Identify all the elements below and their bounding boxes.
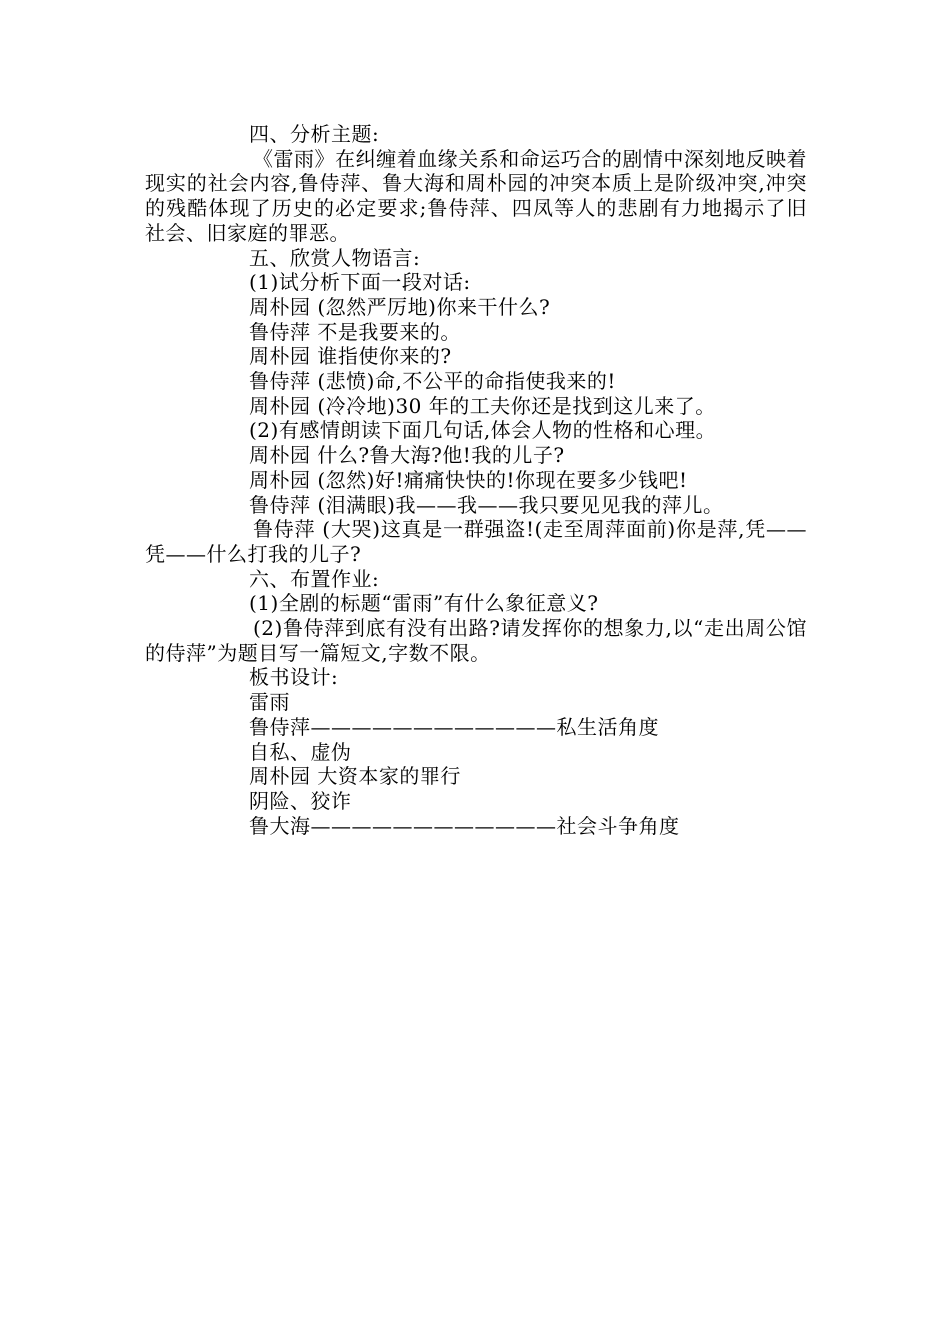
board-line: 阴险、狡诈 — [249, 788, 352, 813]
homework-item-2: (2)鲁侍萍到底有没有出路?请发挥你的想象力,以“走出周公馆的侍萍”为题目写一篇短文,字数不限。 — [145, 616, 807, 665]
dialogue-line: 周朴园 什么?鲁大海?他!我的儿子? — [249, 443, 565, 468]
board-line: 自私、虚伪 — [249, 739, 352, 764]
dialogue-line: 鲁侍萍 (泪满眼)我——我——我只要见见我的萍儿。 — [249, 492, 724, 517]
section-heading-language: 五、欣赏人物语言: — [249, 245, 421, 270]
dialogue-line: 鲁侍萍 不是我要来的。 — [249, 319, 461, 344]
section-heading-theme: 四、分析主题: — [249, 122, 380, 146]
section-heading-homework: 六、布置作业: — [249, 566, 380, 591]
dialogue-line: 周朴园 (忽然严厉地)你来干什么? — [249, 294, 551, 319]
board-line: 周朴园 大资本家的罪行 — [249, 764, 461, 789]
dialogue-line: 周朴园 (冷冷地)30 年的工夫你还是找到这儿来了。 — [249, 393, 716, 418]
dialogue-line: 周朴园 (忽然)好!痛痛快快的!你现在要多少钱吧! — [249, 467, 688, 492]
dialogue-line-long: 鲁侍萍 (大哭)这真是一群强盗!(走至周萍面前)你是萍,凭——凭——什么打我的儿子? — [145, 517, 807, 566]
homework-item-1: (1)全剧的标题“雷雨”有什么象征意义? — [249, 591, 599, 616]
board-line: 雷雨 — [249, 690, 290, 715]
dialogue-line: 鲁侍萍 (悲愤)命,不公平的命指使我来的! — [249, 369, 616, 394]
board-line: 鲁大海————————————社会斗争角度 — [249, 813, 680, 838]
board-design-heading: 板书设计: — [249, 665, 339, 690]
theme-paragraph: 《雷雨》在纠缠着血缘关系和命运巧合的剧情中深刻地反映着现实的社会内容,鲁侍萍、鲁大海和周朴园的冲突本质上是阶级冲突,冲突的残酷体现了历史的必定要求;鲁侍萍、四凤等人的悲剧有力地揭示了旧社会、旧家庭的罪恶。 — [145, 146, 807, 245]
board-line: 鲁侍萍————————————私生活角度 — [249, 714, 659, 739]
task-item-2: (2)有感情朗读下面几句话,体会人物的性格和心理。 — [249, 418, 717, 443]
task-item-1: (1)试分析下面一段对话: — [249, 270, 471, 295]
dialogue-line: 周朴园 谁指使你来的? — [249, 344, 452, 369]
document-body — [145, 122, 807, 838]
